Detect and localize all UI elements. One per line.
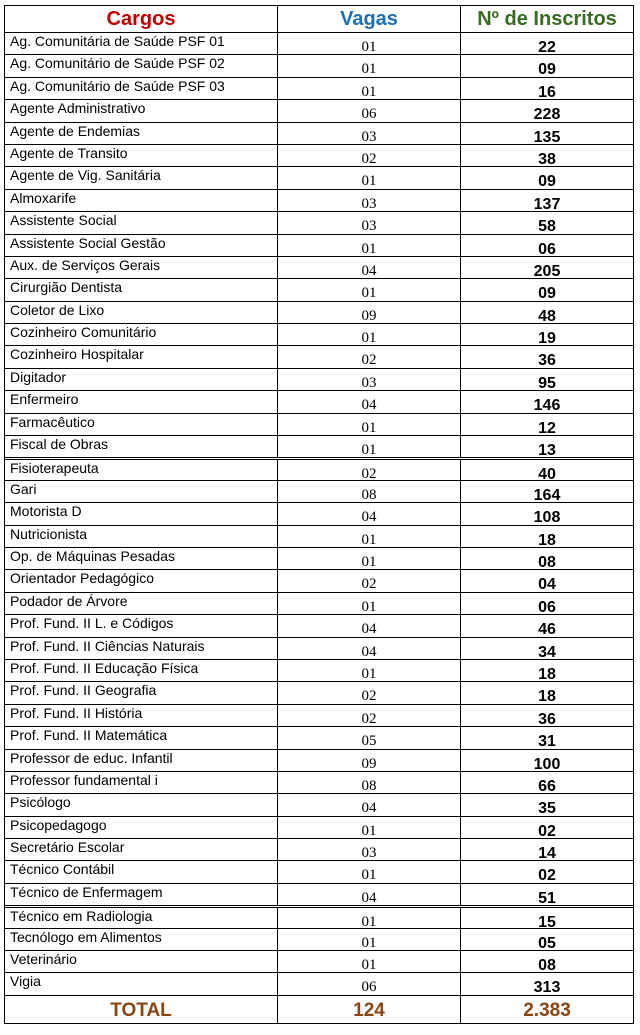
total-inscritos: 2.383 — [460, 996, 633, 1023]
inscritos-cell: 164 — [460, 481, 633, 502]
table-header — [5, 6, 633, 32]
cargo-cell: Psicopedagogo — [10, 816, 107, 833]
vagas-cell: 01 — [277, 279, 460, 300]
inscritos-cell: 09 — [460, 167, 633, 188]
vagas-cell: 08 — [277, 481, 460, 502]
vagas-cell: 06 — [277, 973, 460, 994]
vagas-cell: 03 — [277, 369, 460, 390]
cargo-cell: Almoxarife — [10, 189, 77, 206]
inscritos-cell: 15 — [460, 908, 633, 927]
inscritos-cell: 09 — [460, 279, 633, 300]
inscritos-cell: 51 — [460, 884, 633, 905]
inscritos-cell: 35 — [460, 794, 633, 815]
vagas-cell: 01 — [277, 548, 460, 569]
vagas-cell: 01 — [277, 861, 460, 882]
vagas-cell: 04 — [277, 638, 460, 659]
cargo-cell: Vigia — [10, 973, 41, 990]
inscritos-cell: 06 — [460, 235, 633, 256]
table-row — [5, 413, 633, 435]
vagas-cell: 04 — [277, 794, 460, 815]
cargo-cell: Agente Administrativo — [10, 100, 146, 117]
cargo-cell: Ag. Comunitária de Saúde PSF 01 — [10, 33, 225, 49]
inscritos-cell: 08 — [460, 548, 633, 569]
inscritos-cell: 58 — [460, 212, 633, 233]
vagas-cell: 01 — [277, 908, 460, 927]
inscritos-cell: 08 — [460, 951, 633, 972]
inscritos-cell: 100 — [460, 750, 633, 771]
inscritos-cell: 19 — [460, 324, 633, 345]
vagas-cell: 01 — [277, 526, 460, 547]
vagas-cell: 01 — [277, 235, 460, 256]
table-row — [5, 368, 633, 390]
cargo-cell: Op. de Máquinas Pesadas — [10, 547, 175, 564]
inscritos-cell: 13 — [460, 436, 633, 457]
inscritos-cell: 108 — [460, 503, 633, 524]
cargo-cell: Professor de educ. Infantil — [10, 749, 173, 766]
vagas-cell: 01 — [277, 55, 460, 76]
cargo-cell: Fisioterapeuta — [10, 460, 99, 477]
inscritos-cell: 06 — [460, 593, 633, 614]
vagas-cell: 08 — [277, 772, 460, 793]
cargo-cell: Psicólogo — [10, 794, 71, 811]
vagas-cell: 02 — [277, 705, 460, 726]
table-row — [5, 211, 633, 233]
vagas-cell: 01 — [277, 436, 460, 457]
table-row — [5, 166, 633, 188]
cargo-cell: Técnico de Enfermagem — [10, 883, 163, 900]
vagas-cell: 04 — [277, 257, 460, 278]
cargo-cell: Podador de Árvore — [10, 592, 128, 609]
table-row — [5, 234, 633, 256]
inscritos-cell: 135 — [460, 123, 633, 144]
inscritos-cell: 22 — [460, 33, 633, 54]
table-row — [5, 77, 633, 99]
vagas-cell: 01 — [277, 929, 460, 950]
cargo-cell: Farmacêutico — [10, 413, 95, 430]
table-row — [5, 256, 633, 278]
cargo-cell: Prof. Fund. II Matemática — [10, 727, 168, 744]
table-row — [5, 278, 633, 300]
vagas-cell: 01 — [277, 33, 460, 54]
cargo-cell: Ag. Comunitário de Saúde PSF 03 — [10, 77, 225, 94]
inscritos-cell: 137 — [460, 190, 633, 211]
inscritos-cell: 04 — [460, 570, 633, 591]
table-row — [5, 928, 633, 950]
table-row — [5, 905, 633, 927]
inscritos-cell: 02 — [460, 861, 633, 882]
cargo-cell: Ag. Comunitário de Saúde PSF 02 — [10, 55, 225, 72]
cargo-cell: Agente de Vig. Sanitária — [10, 167, 161, 184]
table-row — [5, 726, 633, 748]
cargo-cell: Fiscal de Obras — [10, 436, 109, 453]
vagas-cell: 09 — [277, 750, 460, 771]
vagas-cell: 02 — [277, 682, 460, 703]
table-row — [5, 704, 633, 726]
cargo-cell: Professor fundamental i — [10, 771, 158, 788]
table-row — [5, 435, 633, 457]
table-row — [5, 614, 633, 636]
cargo-cell: Veterinário — [10, 951, 77, 968]
cargo-cell: Aux. de Serviços Gerais — [10, 256, 161, 273]
table-body — [5, 32, 633, 995]
table-row — [5, 323, 633, 345]
vagas-cell: 02 — [277, 460, 460, 479]
inscritos-cell: 18 — [460, 660, 633, 681]
table-row — [5, 771, 633, 793]
table-row — [5, 390, 633, 412]
vagas-cell: 05 — [277, 727, 460, 748]
vagas-cell: 06 — [277, 100, 460, 121]
table-row — [5, 457, 633, 479]
table-row — [5, 569, 633, 591]
cargo-cell: Cozinheiro Comunitário — [10, 324, 157, 341]
vagas-cell: 04 — [277, 615, 460, 636]
inscritos-cell: 09 — [460, 55, 633, 76]
inscritos-cell: 12 — [460, 414, 633, 435]
table-row — [5, 972, 633, 994]
table-row — [5, 681, 633, 703]
cargo-cell: Prof. Fund. II Ciências Naturais — [10, 637, 205, 654]
inscritos-cell: 66 — [460, 772, 633, 793]
vagas-cell: 01 — [277, 660, 460, 681]
cargo-cell: Cozinheiro Hospitalar — [10, 346, 144, 363]
cargo-cell: Agente de Endemias — [10, 122, 140, 139]
total-row — [5, 995, 633, 1023]
header-cargos: Cargos — [106, 8, 176, 30]
table-row — [5, 54, 633, 76]
header-vagas: Vagas — [277, 6, 460, 32]
table-row — [5, 749, 633, 771]
inscritos-cell: 46 — [460, 615, 633, 636]
cargo-cell: Assistente Social — [10, 212, 117, 229]
cargo-cell: Técnico em Radiologia — [10, 908, 153, 925]
inscritos-cell: 14 — [460, 839, 633, 860]
vagas-cell: 03 — [277, 212, 460, 233]
vagas-cell: 03 — [277, 190, 460, 211]
vagas-cell: 03 — [277, 839, 460, 860]
cargo-cell: Técnico Contábil — [10, 861, 115, 878]
total-vagas: 124 — [277, 996, 460, 1023]
cargo-cell: Nutricionista — [10, 525, 88, 542]
table-row — [5, 637, 633, 659]
table-row — [5, 345, 633, 367]
vagas-cell: 02 — [277, 346, 460, 367]
cargo-cell: Gari — [10, 480, 37, 497]
cargo-cell: Tecnólogo em Alimentos — [10, 928, 162, 945]
inscritos-cell: 146 — [460, 391, 633, 412]
inscritos-cell: 16 — [460, 78, 633, 99]
table-row — [5, 122, 633, 144]
table-row — [5, 525, 633, 547]
inscritos-cell: 48 — [460, 302, 633, 323]
table-row — [5, 301, 633, 323]
vagas-cell: 01 — [277, 167, 460, 188]
table-row — [5, 592, 633, 614]
inscritos-cell: 38 — [460, 145, 633, 166]
vagas-cell: 02 — [277, 570, 460, 591]
cargo-cell: Prof. Fund. II Educação Física — [10, 659, 199, 676]
vagas-cell: 01 — [277, 414, 460, 435]
table-row — [5, 502, 633, 524]
inscritos-cell: 205 — [460, 257, 633, 278]
cargo-cell: Agente de Transito — [10, 144, 128, 161]
table-row — [5, 883, 633, 905]
inscritos-cell: 40 — [460, 460, 633, 479]
table-row — [5, 950, 633, 972]
cargo-cell: Digitador — [10, 368, 67, 385]
vagas-cell: 01 — [277, 817, 460, 838]
cargo-cell: Prof. Fund. II L. e Códigos — [10, 615, 174, 632]
inscritos-cell: 95 — [460, 369, 633, 390]
vagas-cell: 01 — [277, 593, 460, 614]
table-row — [5, 659, 633, 681]
table-row — [5, 32, 633, 54]
cargo-cell: Motorista D — [10, 503, 82, 520]
inscritos-cell: 34 — [460, 638, 633, 659]
cargo-cell: Orientador Pedagógico — [10, 570, 154, 587]
inscritos-cell: 313 — [460, 973, 633, 994]
total-label: TOTAL — [110, 999, 172, 1021]
cargo-cell: Cirurgião Dentista — [10, 279, 123, 296]
cargo-cell: Secretário Escolar — [10, 839, 125, 856]
inscritos-cell: 02 — [460, 817, 633, 838]
header-inscritos: Nº de Inscritos — [460, 6, 633, 32]
vagas-cell: 01 — [277, 78, 460, 99]
table-row — [5, 838, 633, 860]
inscritos-cell: 18 — [460, 682, 633, 703]
vagas-cell: 09 — [277, 302, 460, 323]
table-row — [5, 144, 633, 166]
inscritos-table — [4, 5, 634, 1024]
vagas-cell: 01 — [277, 951, 460, 972]
inscritos-cell: 05 — [460, 929, 633, 950]
table-row — [5, 816, 633, 838]
table-row — [5, 189, 633, 211]
inscritos-cell: 36 — [460, 346, 633, 367]
vagas-cell: 02 — [277, 145, 460, 166]
vagas-cell: 04 — [277, 503, 460, 524]
vagas-cell: 04 — [277, 884, 460, 905]
inscritos-cell: 228 — [460, 100, 633, 121]
inscritos-cell: 36 — [460, 705, 633, 726]
vagas-cell: 03 — [277, 123, 460, 144]
table-row — [5, 547, 633, 569]
table-row — [5, 793, 633, 815]
cargo-cell: Enfermeiro — [10, 391, 79, 408]
table-row — [5, 860, 633, 882]
cargo-cell: Coletor de Lixo — [10, 301, 105, 318]
inscritos-cell: 31 — [460, 727, 633, 748]
cargo-cell: Prof. Fund. II Geografia — [10, 682, 157, 699]
table-row — [5, 480, 633, 502]
cargo-cell: Assistente Social Gestão — [10, 234, 166, 251]
inscritos-cell: 18 — [460, 526, 633, 547]
vagas-cell: 01 — [277, 324, 460, 345]
vagas-cell: 04 — [277, 391, 460, 412]
table-row — [5, 99, 633, 121]
cargo-cell: Prof. Fund. II História — [10, 704, 143, 721]
